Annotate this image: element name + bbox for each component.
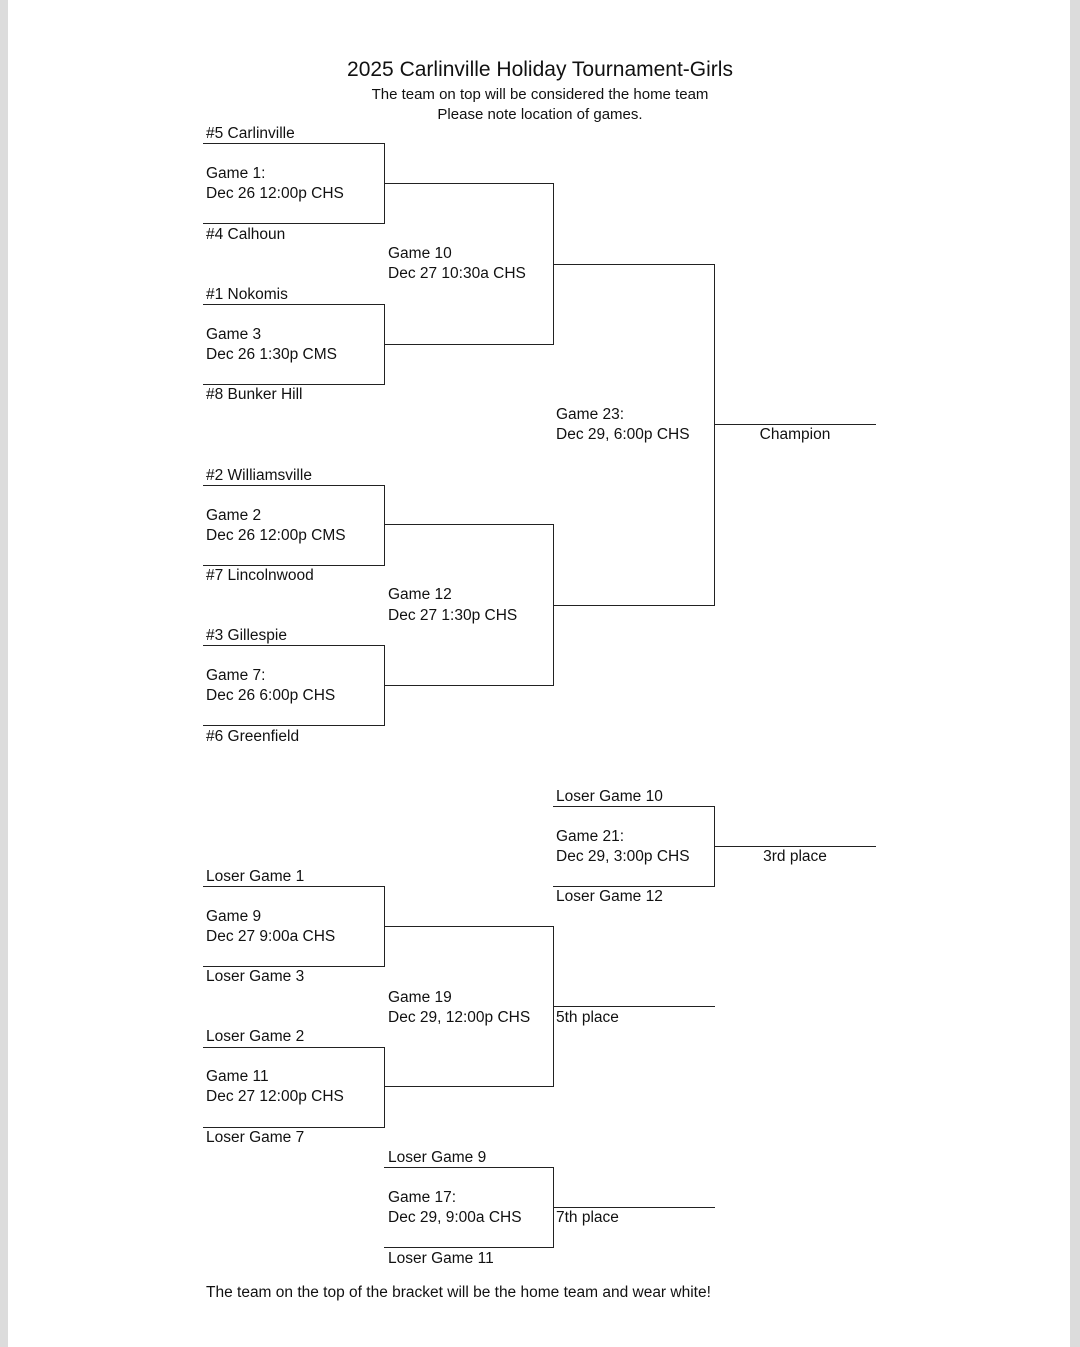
bracket-line — [553, 1207, 715, 1208]
bracket-line — [384, 344, 554, 345]
bracket-line — [553, 806, 715, 807]
game-label: Game 23: — [556, 406, 625, 423]
team-label: #3 Gillespie — [206, 627, 287, 644]
bracket-connector — [384, 1047, 385, 1127]
game-time: Dec 27 10:30a CHS — [388, 265, 526, 282]
game-label: Game 10 — [388, 245, 452, 262]
game-time: Dec 29, 12:00p CHS — [388, 1009, 531, 1026]
game-label: Game 2 — [206, 507, 262, 524]
team-label: #6 Greenfield — [206, 728, 300, 745]
game-label: Game 19 — [388, 989, 452, 1006]
game-time: Dec 29, 3:00p CHS — [556, 848, 690, 865]
subtitle-location: Please note location of games. — [437, 106, 643, 123]
bracket-line — [203, 725, 385, 726]
bracket-sheet — [8, 0, 1070, 1347]
game-time: Dec 27 1:30p CHS — [388, 607, 518, 624]
third-place-label: 3rd place — [763, 848, 827, 865]
bracket-line — [203, 304, 385, 305]
game-time: Dec 26 6:00p CHS — [206, 687, 336, 704]
bracket-line — [203, 384, 385, 385]
bracket-line — [203, 485, 385, 486]
bracket-line — [714, 846, 876, 847]
team-label: Loser Game 3 — [206, 968, 305, 985]
page-title: 2025 Carlinville Holiday Tournament-Girls — [347, 58, 733, 81]
team-label: #5 Carlinville — [206, 125, 295, 142]
bracket-line — [203, 1127, 385, 1128]
bracket-line — [203, 1047, 385, 1048]
team-label: #7 Lincolnwood — [206, 567, 314, 584]
seventh-place-label: 7th place — [556, 1209, 619, 1226]
fifth-place-label: 5th place — [556, 1009, 619, 1026]
bracket-line — [553, 264, 715, 265]
team-label: #2 Williamsville — [206, 467, 312, 484]
bracket-line — [384, 1086, 554, 1087]
champion-label: Champion — [759, 426, 831, 443]
subtitle-home-team: The team on top will be considered the home team — [371, 86, 709, 103]
bracket-line — [203, 886, 385, 887]
game-time: Dec 26 1:30p CMS — [206, 346, 337, 363]
bracket-line — [553, 886, 715, 887]
bracket-line — [203, 645, 385, 646]
team-label: #1 Nokomis — [206, 286, 288, 303]
bracket-line — [384, 183, 554, 184]
bracket-line — [203, 223, 385, 224]
team-label: Loser Game 2 — [206, 1028, 305, 1045]
bracket-line — [553, 605, 715, 606]
bracket-line — [384, 1167, 554, 1168]
game-label: Game 17: — [388, 1189, 457, 1206]
bracket-connector — [384, 485, 385, 565]
game-label: Game 11 — [206, 1068, 269, 1085]
team-label: Loser Game 12 — [556, 888, 663, 905]
bracket-line — [203, 966, 385, 967]
bracket-line — [384, 1247, 554, 1248]
bracket-line — [553, 1006, 715, 1007]
game-time: Dec 29, 9:00a CHS — [388, 1209, 522, 1226]
game-time: Dec 26 12:00p CMS — [206, 527, 346, 544]
game-time: Dec 29, 6:00p CHS — [556, 426, 690, 443]
team-label: Loser Game 7 — [206, 1129, 305, 1146]
footer-note: The team on the top of the bracket will be the home team and wear white! — [206, 1284, 711, 1301]
bracket-line — [384, 926, 554, 927]
game-label: Game 9 — [206, 908, 262, 925]
game-label: Game 12 — [388, 586, 452, 603]
team-label: #8 Bunker Hill — [206, 386, 303, 403]
game-label: Game 3 — [206, 326, 262, 343]
bracket-line — [203, 565, 385, 566]
bracket-line — [384, 524, 554, 525]
game-time: Dec 26 12:00p CHS — [206, 185, 344, 202]
game-time: Dec 27 9:00a CHS — [206, 928, 336, 945]
bracket-line — [714, 424, 876, 425]
team-label: Loser Game 1 — [206, 868, 305, 885]
team-label: Loser Game 9 — [388, 1149, 487, 1166]
game-label: Game 1: — [206, 165, 266, 182]
team-label: Loser Game 11 — [388, 1250, 494, 1267]
bracket-line — [203, 143, 385, 144]
team-label: Loser Game 10 — [556, 788, 663, 805]
bracket-line — [384, 685, 554, 686]
game-label: Game 7: — [206, 667, 266, 684]
team-label: #4 Calhoun — [206, 226, 286, 243]
game-label: Game 21: — [556, 828, 625, 845]
game-time: Dec 27 12:00p CHS — [206, 1088, 344, 1105]
